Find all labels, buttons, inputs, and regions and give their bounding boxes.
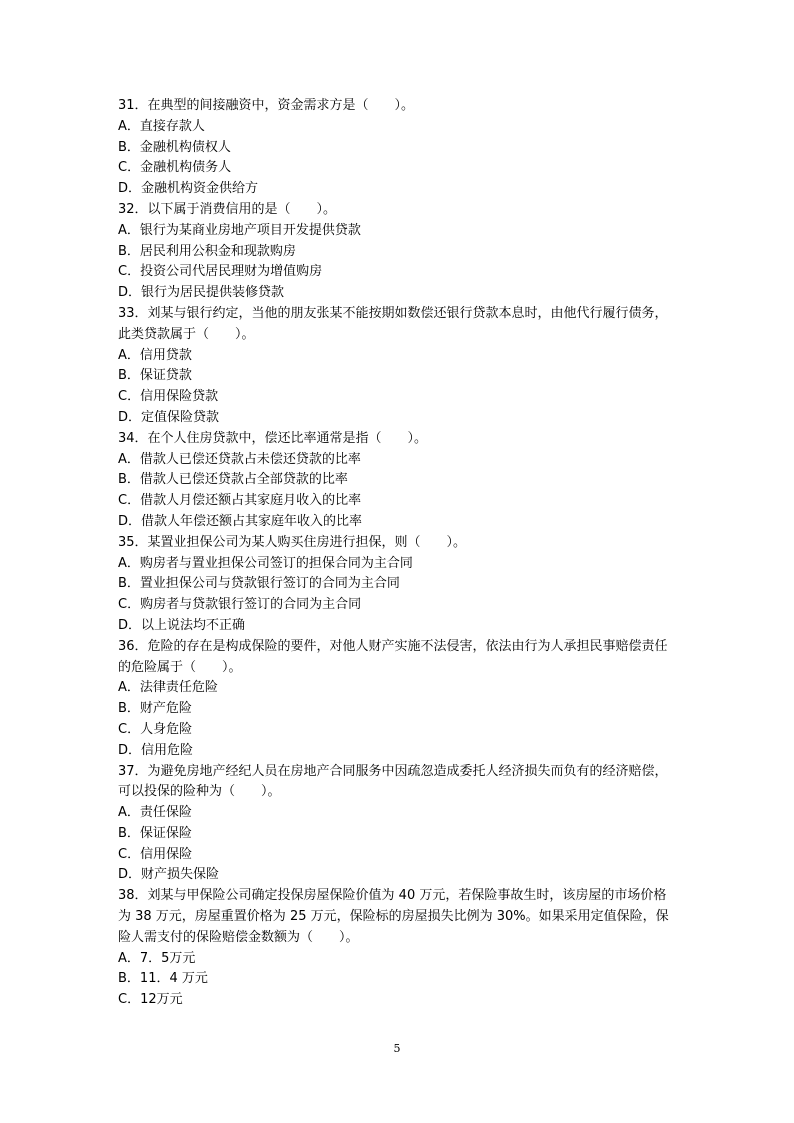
answer-option: D．财产损失保险	[118, 867, 220, 883]
answer-option: B．居民利用公积金和现款购房	[118, 243, 296, 259]
answer-option: D．金融机构资金供给方	[118, 181, 259, 197]
answer-option: D．借款人年偿还额占其家庭年收入的比率	[118, 513, 363, 529]
answer-option: C．信用保险	[118, 846, 193, 862]
answer-option: B．财产危险	[118, 701, 192, 717]
question-block	[118, 304, 674, 429]
question-list	[118, 96, 674, 1011]
answer-option: B．11．4 万元	[118, 971, 208, 987]
answer-option: B．保证保险	[118, 825, 192, 841]
question-block	[118, 96, 674, 200]
answer-option: A．直接存款人	[118, 118, 205, 134]
question-stem: 35．某置业担保公司为某人购买住房进行担保，则（ ）。	[118, 534, 467, 550]
question-stem: 37．为避免房地产经纪人员在房地产合同服务中因疏忽造成委托人经济损失而负有的经济赔偿，可以投保的险种为（ ）。	[118, 763, 668, 800]
answer-option: A．银行为某商业房地产项目开发提供贷款	[118, 222, 361, 238]
answer-option: C．人身危险	[118, 721, 193, 737]
question-block	[118, 429, 674, 533]
answer-option: A．法律责任危险	[118, 680, 218, 696]
question-block	[118, 637, 674, 762]
answer-option: A．信用贷款	[118, 347, 192, 363]
answer-option: C．金融机构债务人	[118, 160, 232, 176]
question-block	[118, 533, 674, 637]
question-stem: 32．以下属于消费信用的是（ ）。	[118, 201, 337, 217]
answer-option: A．责任保险	[118, 805, 192, 821]
answer-option: D．银行为居民提供装修贷款	[118, 285, 285, 301]
answer-option: D．信用危险	[118, 742, 194, 758]
page-number: 5	[393, 1042, 401, 1055]
question-stem: 38．刘某与甲保险公司确定投保房屋保险价值为 40 万元，若保险事故生时，该房屋的市场价格为 38 万元，房屋重置价格为 25 万元，保险标的房屋损失比例为 30%。如果采用定值保险，保险人需支付的保险赔偿金数额为（ ）。	[118, 888, 669, 945]
question-stem: 34．在个人住房贷款中，偿还比率通常是指（ ）。	[118, 430, 428, 446]
question-block	[118, 762, 674, 887]
answer-option: A．7．5万元	[118, 950, 196, 966]
question-stem: 33．刘某与银行约定，当他的朋友张某不能按期如数偿还银行贷款本息时，由他代行履行债务，此类贷款属于（ ）。	[118, 305, 668, 342]
answer-option: A．借款人已偿还贷款占未偿还贷款的比率	[118, 451, 361, 467]
question-block	[118, 886, 674, 1011]
answer-option: D．定值保险贷款	[118, 409, 220, 425]
answer-option: C．借款人月偿还额占其家庭月收入的比率	[118, 493, 362, 509]
answer-option: B．金融机构债权人	[118, 139, 231, 155]
answer-option: A．购房者与置业担保公司签订的担保合同为主合同	[118, 555, 413, 571]
answer-option: B．借款人已偿还贷款占全部贷款的比率	[118, 472, 348, 488]
answer-option: B．置业担保公司与贷款银行签订的合同为主合同	[118, 576, 400, 592]
answer-option: C．购房者与贷款银行签订的合同为主合同	[118, 597, 362, 613]
question-block	[118, 200, 674, 304]
answer-option: B．保证贷款	[118, 368, 192, 384]
answer-option: D．以上说法均不正确	[118, 617, 246, 633]
answer-option: C．信用保险贷款	[118, 389, 219, 405]
question-stem: 31．在典型的间接融资中，资金需求方是（ ）。	[118, 98, 415, 113]
answer-option: C．12万元	[118, 992, 183, 1008]
question-stem: 36．危险的存在是构成保险的要件，对他人财产实施不法侵害，依法由行为人承担民事赔偿责任的危险属于（ ）。	[118, 638, 668, 675]
answer-option: C．投资公司代居民理财为增值购房	[118, 264, 323, 280]
